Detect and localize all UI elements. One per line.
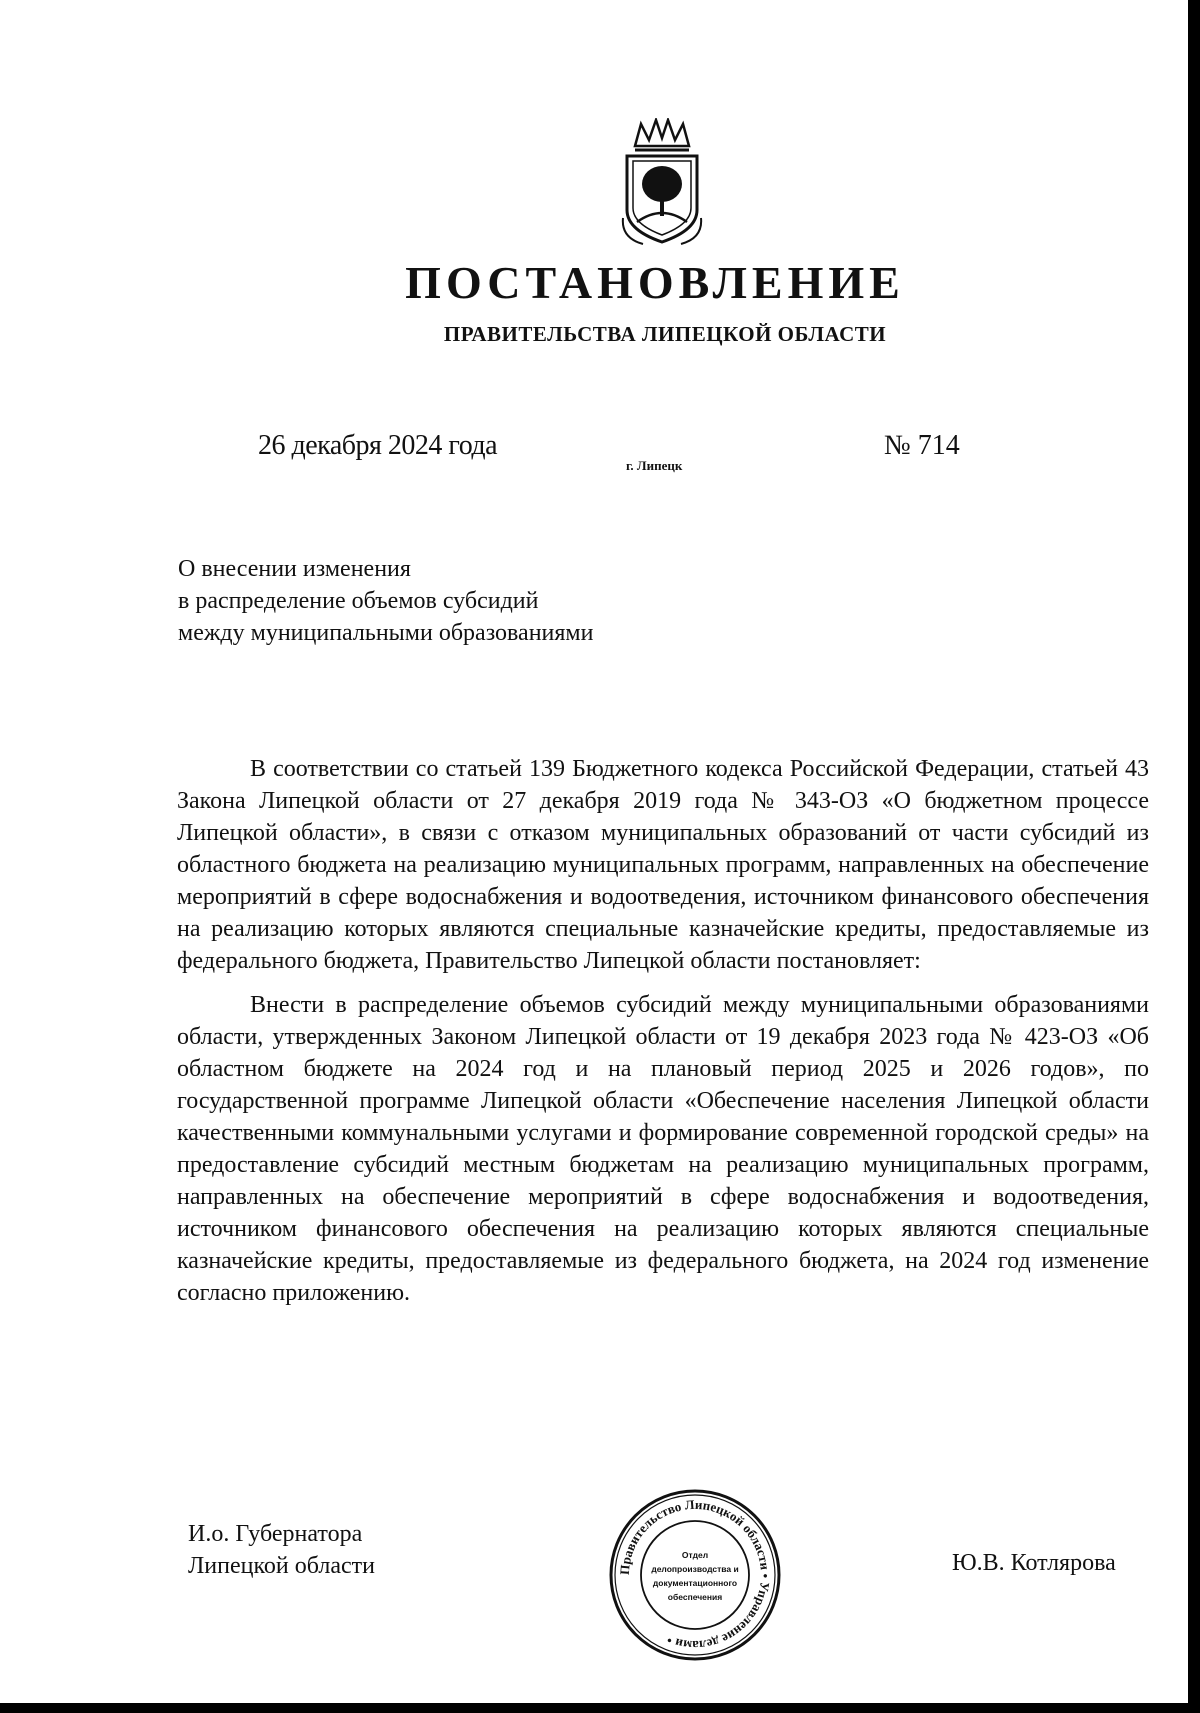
document-subject bbox=[178, 553, 778, 649]
signatory-name: Ю.В. Котлярова bbox=[952, 1550, 1116, 1576]
document-date: 26 декабря 2024 года bbox=[258, 430, 498, 461]
stamp-center-line: обеспечения bbox=[667, 1592, 723, 1602]
scan-border-bottom bbox=[0, 1703, 1200, 1713]
stamp-center-line: документационного bbox=[652, 1578, 738, 1588]
stamp-center-line: делопроизводства и bbox=[651, 1564, 739, 1574]
subject-line: О внесении изменения bbox=[178, 556, 411, 582]
subject-line: между муниципальными образованиями bbox=[178, 620, 594, 646]
signatory-position-line: Липецкой области bbox=[188, 1553, 375, 1579]
document-body bbox=[177, 753, 1149, 1321]
document-number: № 714 bbox=[884, 430, 960, 461]
scan-border-right bbox=[1188, 0, 1200, 1713]
signatory-position bbox=[188, 1518, 375, 1582]
round-seal-icon bbox=[608, 1488, 782, 1662]
subject-line: в распределение объемов субсидий bbox=[178, 588, 539, 614]
signatory-position-line: И.о. Губернатора bbox=[188, 1521, 363, 1547]
issuing-authority: ПРАВИТЕЛЬСТВА ЛИПЕЦКОЙ ОБЛАСТИ bbox=[443, 322, 887, 346]
body-paragraph: В соответствии со статьей 139 Бюджетного кодекса Российской Федерации, статьей 43 Закона Липецкой области от 27 декабря 2019 года № 343-ОЗ «О бюджетном процессе Липецкой области», в связи с отказом муниципальных образований от части субсидий из областного бюджета на реализацию муниципальных программ, направленных на обеспечение мероприятий в сфере водоснабжения и водоотведения, источником финансового обеспечения на реализацию которых являются специальные казначейские кредиты, предоставляемые из федерального бюджета, Правительство Липецкой области постановляет: bbox=[177, 756, 1149, 974]
stamp-center-line: Отдел bbox=[681, 1550, 709, 1560]
document-city: г. Липецк bbox=[626, 458, 683, 473]
document-title: ПОСТАНОВЛЕНИЕ bbox=[405, 257, 905, 308]
body-paragraph: Внести в распределение объемов субсидий между муниципальными образованиями области, утвержденных Законом Липецкой области от 19 декабря 2023 года № 423-ОЗ «Об областном бюджете на 2024 год и на плановый период 2025 и 2026 годов», по государственной программе Липецкой области «Обеспечение населения Липецкой области качественными коммунальными услугами и формирование современной городской среды» на предоставление субсидий местным бюджетам на реализацию муниципальных программ, направленных на обеспечение мероприятий в сфере водоснабжения и водоотведения, источником финансового обеспечения на реализацию которых являются специальные казначейские кредиты, предоставляемые из федерального бюджета, на 2024 год изменение согласно приложению. bbox=[177, 992, 1149, 1306]
lipetsk-coat-of-arms-icon bbox=[613, 118, 711, 248]
stamp-ring-text: Правительство Липецкой области • Управление делами • bbox=[616, 1496, 774, 1654]
